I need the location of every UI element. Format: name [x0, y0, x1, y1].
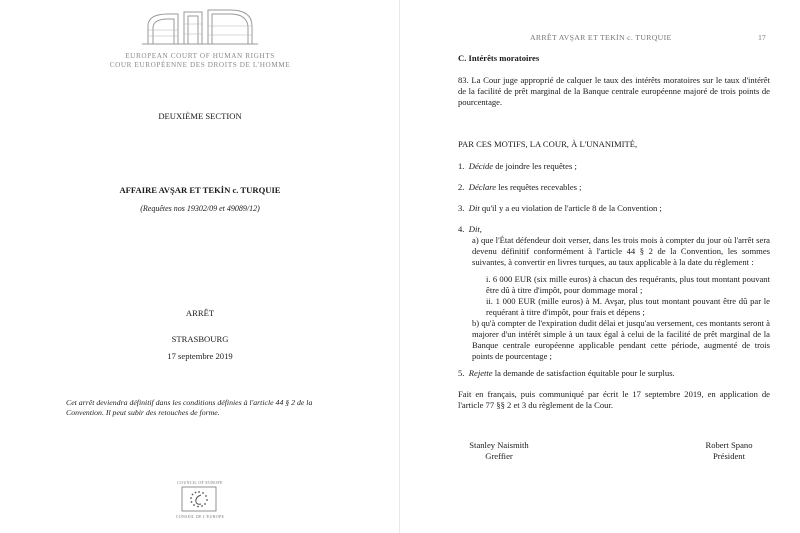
running-head: ARRÊT AVŞAR ET TEKİN c. TURQUIE — [530, 33, 672, 42]
item-number: 4. — [458, 224, 465, 234]
coe-label-en: COUNCIL OF EUROPE — [177, 480, 223, 485]
operative-item-4 — [458, 224, 770, 235]
court-name-fr: COUR EUROPÉENNE DES DROITS DE L'HOMME — [109, 61, 291, 69]
court-name-en: EUROPEAN COURT OF HUMAN RIGHTS — [125, 52, 275, 60]
operative-intro: PAR CES MOTIFS, LA COUR, À L'UNANIMITÉ, — [458, 139, 638, 149]
case-title: AFFAIRE AVŞAR ET TEKİN c. TURQUIE — [119, 185, 281, 195]
item-text: les requêtes recevables ; — [496, 182, 582, 192]
item-text: de joindre les requêtes ; — [493, 161, 577, 171]
coe-label-fr: CONSEIL DE L'EUROPE — [175, 514, 225, 519]
section-heading-interets: C. Intérêts moratoires — [458, 53, 540, 63]
signature-president — [688, 440, 770, 462]
operative-item-5 — [458, 368, 770, 379]
signature-registrar — [458, 440, 540, 462]
operative-item-2 — [458, 182, 770, 193]
item-number: 2. — [458, 182, 465, 192]
item-verb: Déclare — [468, 182, 497, 192]
item-number: 5. — [458, 368, 465, 378]
page-number: 17 — [758, 33, 766, 42]
item-verb: Décide — [468, 161, 494, 171]
finality-notice: Cet arrêt deviendra définitif dans les conditions définies à l'article 44 § 2 de la Convention. Il peut subir des retouches de forme. — [66, 398, 313, 417]
item-verb: Rejette — [468, 368, 493, 378]
item-text: qu'il y a eu violation de l'article 8 de la Convention ; — [479, 203, 662, 213]
closing-paragraph: Fait en français, puis communiqué par écrit le 17 septembre 2019, en application de l'article 77 §§ 2 et 3 du règlement de la Cour. — [458, 389, 770, 410]
registrar-role: Greffier — [485, 451, 513, 461]
item-number: 3. — [458, 203, 465, 213]
registrar-name: Stanley Naismith — [469, 440, 529, 450]
judgment-date: 17 septembre 2019 — [167, 351, 233, 361]
application-numbers: (Requêtes nos 19302/09 et 49089/12) — [140, 204, 260, 213]
city-label: STRASBOURG — [171, 334, 229, 344]
president-name: Robert Spano — [705, 440, 753, 450]
section-label: DEUXIÈME SECTION — [158, 111, 242, 121]
court-building-logo — [138, 4, 262, 46]
operative-item-4b: b) qu'à compter de l'expiration dudit délai et jusqu'au versement, ces montants seront à majorer d'un intérêt simple à un taux égal à celui de la facilité de prêt marginal de la Banque centrale européenne applicable pendant cette période, augmenté de trois points de pourcentage ; — [472, 318, 770, 361]
judgment-label: ARRÊT — [185, 308, 215, 318]
operative-item-1 — [458, 161, 770, 172]
paragraph-83: 83. La Cour juge approprié de calquer le taux des intérêts moratoires sur le taux d'intérêt de la facilité de prêt marginal de la Banque centrale européenne majoré de trois points de pourcentage. — [458, 75, 770, 107]
council-of-europe-logo — [181, 486, 217, 512]
operative-item-4a-i: i. 6 000 EUR (six mille euros) à chacun des requérants, plus tout montant pouvant être dû à titre d'impôt, pour dommage moral ; — [486, 274, 770, 295]
item-verb: Dit — [468, 203, 480, 213]
item-text: , — [479, 224, 482, 234]
operative-item-4a: a) que l'État défendeur doit verser, dans les trois mois à compter du jour où l'arrêt sera devenu définitif conformément à l'article 44 § 2 de la Convention, les sommes suivantes, à convertir en livres turques, au taux applicable à la date du règlement : — [472, 235, 770, 267]
president-role: Président — [713, 451, 745, 461]
item-text: la demande de satisfaction équitable pour le surplus. — [492, 368, 675, 378]
item-verb: Dit — [468, 224, 480, 234]
operative-item-4a-ii: ii. 1 000 EUR (mille euros) à M. Avşar, plus tout montant pouvant être dû par le requérant à titre d'impôt, pour frais et dépens ; — [486, 296, 770, 317]
item-number: 1. — [458, 161, 465, 171]
operative-item-3 — [458, 203, 770, 214]
judgment-page-17 — [400, 0, 800, 533]
